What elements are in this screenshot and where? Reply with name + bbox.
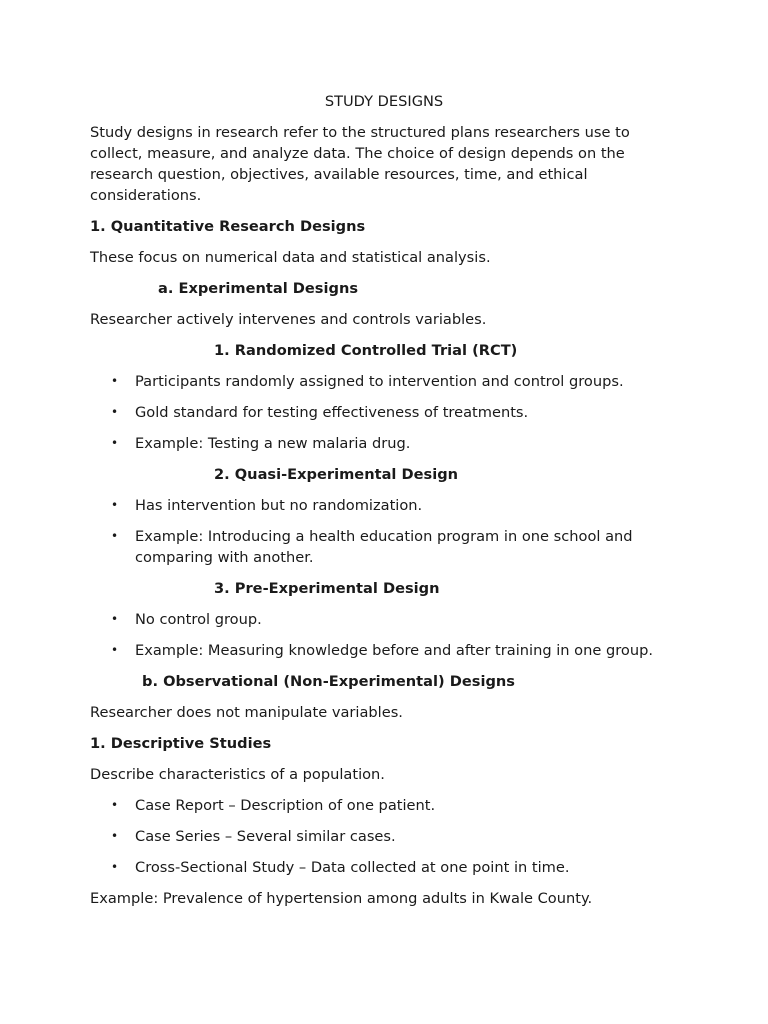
bullet-icon: • xyxy=(111,529,119,543)
list-item xyxy=(90,640,690,661)
quasi-heading: 2. Quasi-Experimental Design xyxy=(214,466,459,483)
rct-heading: 1. Randomized Controlled Trial (RCT) xyxy=(214,342,518,359)
descriptive-example: Example: Prevalence of hypertension among adults in Kwale County. xyxy=(90,890,593,907)
pre-experimental-list xyxy=(90,609,690,661)
observational-heading: b. Observational (Non-Experimental) Designs xyxy=(142,673,515,690)
observational-description: Researcher does not manipulate variables. xyxy=(90,704,403,721)
list-item-text: Example: Measuring knowledge before and after training in one group. xyxy=(135,642,653,659)
descriptive-list xyxy=(90,795,690,878)
document-title: STUDY DESIGNS xyxy=(324,93,444,110)
list-item-text: Case Series – Several similar cases. xyxy=(135,828,396,845)
bullet-icon: • xyxy=(111,436,119,450)
list-item-text: No control group. xyxy=(135,611,262,628)
list-item-text: Participants randomly assigned to intervention and control groups. xyxy=(135,373,624,390)
experimental-description: Researcher actively intervenes and controls variables. xyxy=(90,311,487,328)
list-item-text: Has intervention but no randomization. xyxy=(135,497,423,514)
list-item xyxy=(90,402,690,423)
experimental-heading: a. Experimental Designs xyxy=(158,280,359,297)
list-item xyxy=(90,433,690,454)
intro-paragraph: Study designs in research refer to the structured plans researchers use to collect, measure, and analyze data. The choice of design depends on the research question, objectives, available resources, time, and ethical considerations. xyxy=(90,124,630,204)
list-item xyxy=(90,371,690,392)
bullet-icon: • xyxy=(111,829,119,843)
quantitative-description: These focus on numerical data and statistical analysis. xyxy=(90,249,491,266)
bullet-icon: • xyxy=(111,860,119,874)
list-item-text: Example: Introducing a health education program in one school and comparing with another. xyxy=(135,528,633,566)
list-item-text: Gold standard for testing effectiveness of treatments. xyxy=(135,404,529,421)
bullet-icon: • xyxy=(111,374,119,388)
bullet-icon: • xyxy=(111,612,119,626)
bullet-icon: • xyxy=(111,498,119,512)
list-item-text: Cross-Sectional Study – Data collected at one point in time. xyxy=(135,859,570,876)
pre-experimental-heading: 3. Pre-Experimental Design xyxy=(214,580,440,597)
bullet-icon: • xyxy=(111,643,119,657)
quantitative-heading: 1. Quantitative Research Designs xyxy=(90,218,366,235)
list-item xyxy=(90,795,690,816)
bullet-icon: • xyxy=(111,405,119,419)
rct-list xyxy=(90,371,690,454)
descriptive-description: Describe characteristics of a population. xyxy=(90,766,385,783)
list-item xyxy=(90,857,690,878)
list-item xyxy=(90,495,690,516)
bullet-icon: • xyxy=(111,798,119,812)
list-item xyxy=(90,526,690,568)
list-item xyxy=(90,826,690,847)
list-item-text: Case Report – Description of one patient. xyxy=(135,797,436,814)
list-item xyxy=(90,609,690,630)
list-item-text: Example: Testing a new malaria drug. xyxy=(135,435,411,452)
descriptive-heading: 1. Descriptive Studies xyxy=(90,735,272,752)
document-page xyxy=(90,91,690,919)
quasi-list xyxy=(90,495,690,568)
